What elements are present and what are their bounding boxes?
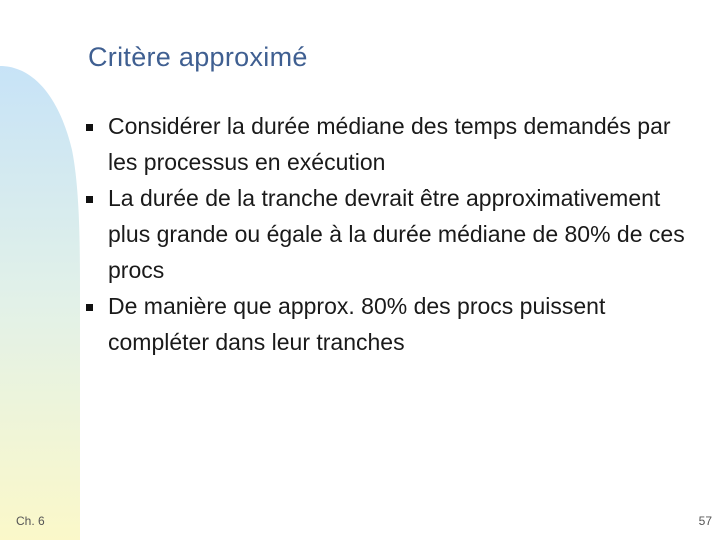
bullet-text: De manière que approx. 80% des procs puissent compléter dans leur tranches (108, 293, 606, 355)
bullet-list (86, 108, 696, 360)
bullet-text: Considérer la durée médiane des temps demandés par les processus en exécution (108, 113, 671, 175)
bullet-item (86, 180, 696, 288)
square-bullet-icon (86, 124, 93, 131)
bullet-text: La durée de la tranche devrait être approximativement plus grande ou égale à la durée médiane de 80% de ces procs (108, 185, 685, 283)
chapter-label: Ch. 6 (16, 514, 45, 528)
slide-title: Critère approximé (88, 42, 308, 72)
bullet-item (86, 108, 696, 180)
square-bullet-icon (86, 196, 93, 203)
square-bullet-icon (86, 304, 93, 311)
bullet-item (86, 288, 696, 360)
page-number: 57 (698, 514, 712, 528)
